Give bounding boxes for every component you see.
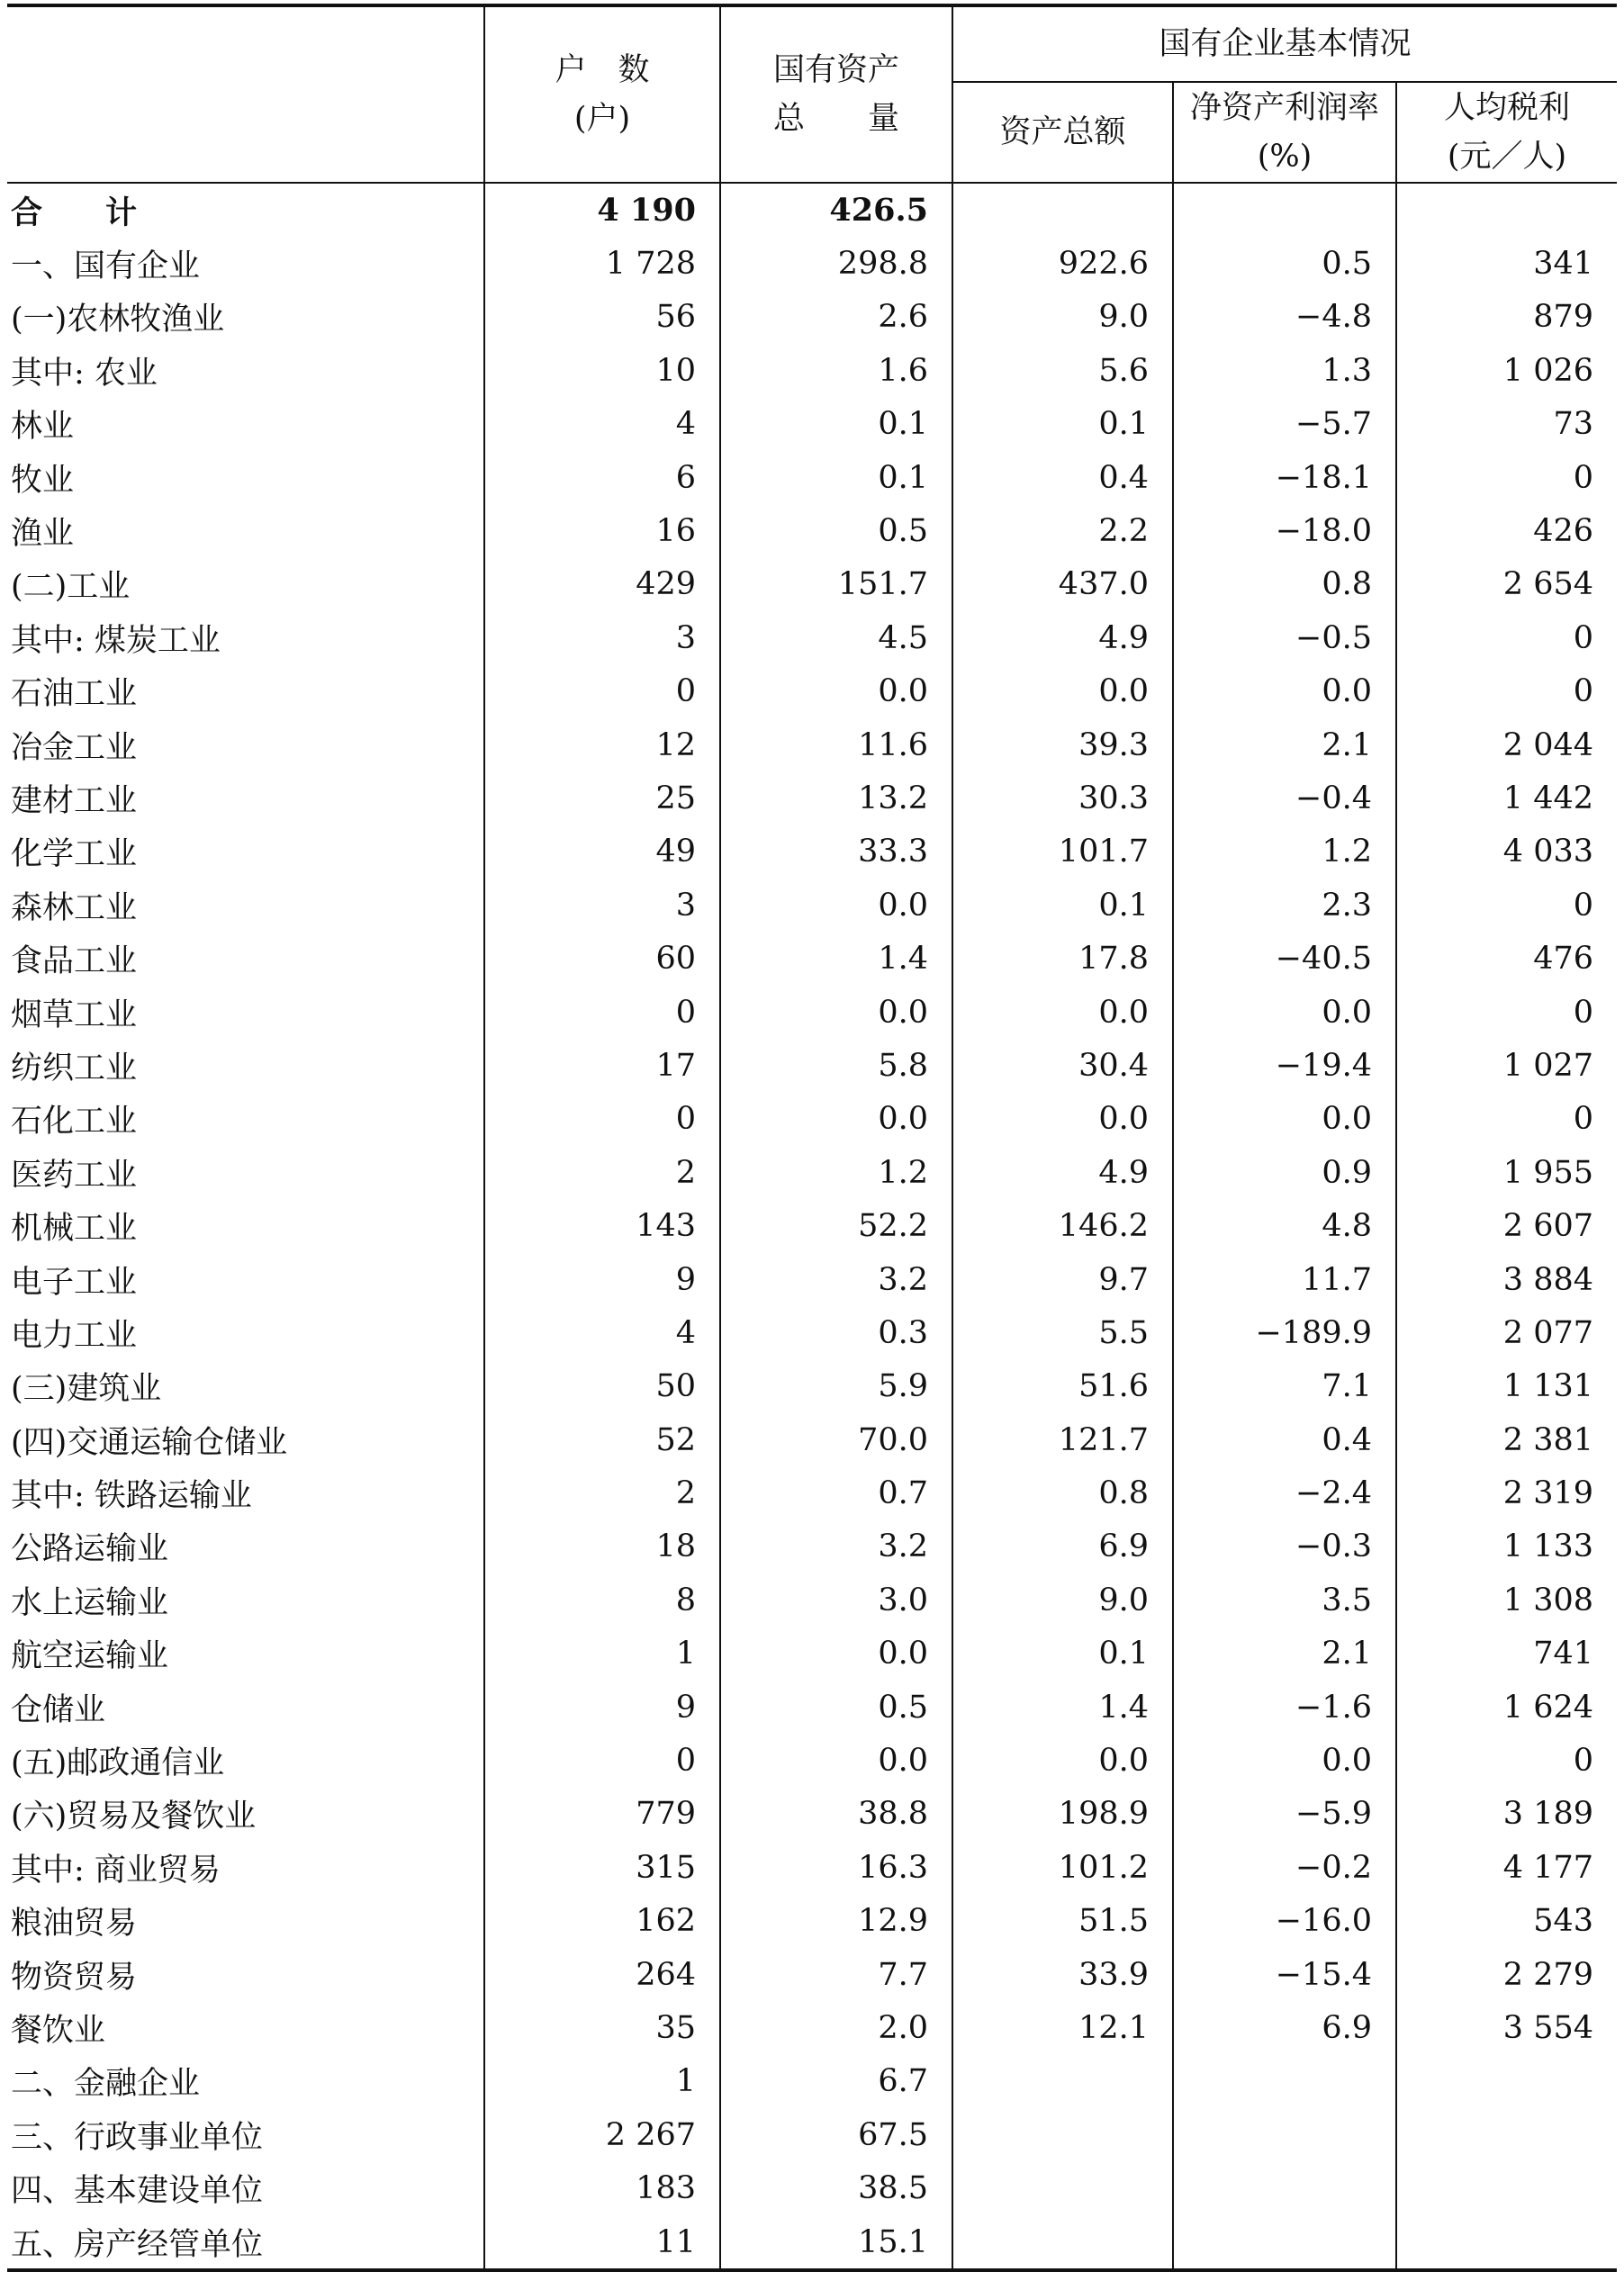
table-row (7, 2215, 1617, 2270)
state-assets-cell: 12.9 (720, 1895, 952, 1948)
table-row (7, 1681, 1617, 1734)
row-label: 四、基本建设单位 (11, 2173, 264, 2210)
header-tax-per-capita-unit: (元／人) (1447, 139, 1567, 175)
households-cell: 429 (484, 558, 720, 611)
tax-per-capita-cell: 1 624 (1396, 1681, 1617, 1734)
row-label: 林业 (11, 409, 75, 446)
row-label: 电子工业 (11, 1264, 138, 1301)
total-assets-cell: 4.9 (952, 1146, 1173, 1199)
header-row-1 (7, 5, 1617, 82)
households-cell: 18 (484, 1520, 720, 1573)
table-row (7, 183, 1617, 237)
table-row (7, 665, 1617, 718)
table-row (7, 1895, 1617, 1948)
total-assets-cell: 9.7 (952, 1253, 1173, 1306)
table-row (7, 1948, 1617, 2001)
row-label: 公路运输业 (11, 1531, 169, 1568)
row-label: 合 计 (11, 194, 138, 231)
row-label: 烟草工业 (11, 996, 138, 1033)
table-row (7, 1199, 1617, 1252)
state-assets-cell: 38.8 (720, 1788, 952, 1841)
state-assets-cell: 0.5 (720, 1681, 952, 1734)
state-assets-cell: 0.0 (720, 1627, 952, 1681)
table-row (7, 2055, 1617, 2108)
table-row (7, 558, 1617, 611)
households-cell: 3 (484, 879, 720, 932)
table-row (7, 1520, 1617, 1573)
households-cell: 9 (484, 1681, 720, 1734)
net-profit-rate-cell: 2.1 (1173, 1627, 1396, 1681)
state-assets-cell: 151.7 (720, 558, 952, 611)
households-cell: 0 (484, 1093, 720, 1146)
total-assets-cell: 9.0 (952, 1573, 1173, 1627)
tax-per-capita-cell: 1 131 (1396, 1360, 1617, 1413)
row-label: (二)工业 (11, 569, 131, 606)
households-cell: 3 (484, 611, 720, 664)
header-state-assets-label-2: 总 量 (772, 101, 899, 137)
households-cell: 315 (484, 1841, 720, 1894)
table-row (7, 1093, 1617, 1146)
households-cell: 1 (484, 1627, 720, 1681)
state-assets-cell: 33.3 (720, 825, 952, 879)
total-assets-cell: 0.1 (952, 1627, 1173, 1681)
tax-per-capita-cell: 879 (1396, 291, 1617, 344)
total-assets-cell: 6.9 (952, 1520, 1173, 1573)
households-cell: 1 728 (484, 237, 720, 290)
row-label: 机械工业 (11, 1211, 138, 1248)
row-label: 建材工业 (11, 782, 138, 819)
total-assets-cell: 5.6 (952, 344, 1173, 397)
net-profit-rate-cell: −0.2 (1173, 1841, 1396, 1894)
total-assets-cell: 922.6 (952, 237, 1173, 290)
total-assets-cell (952, 2055, 1173, 2108)
net-profit-rate-cell: 1.3 (1173, 344, 1396, 397)
tax-per-capita-cell: 341 (1396, 237, 1617, 290)
net-profit-rate-cell: −19.4 (1173, 1039, 1396, 1092)
row-label: 五、房产经管单位 (7, 2215, 484, 2270)
net-profit-rate-cell: −18.1 (1173, 451, 1396, 504)
net-profit-rate-cell: −0.3 (1173, 1520, 1396, 1573)
tax-per-capita-cell (1396, 2108, 1617, 2161)
total-assets-cell: 2.2 (952, 504, 1173, 557)
header-tax-per-capita-label: 人均税利 (1443, 90, 1570, 126)
net-profit-rate-cell: 7.1 (1173, 1360, 1396, 1413)
state-assets-cell: 1.4 (720, 932, 952, 985)
header-households-label: 户 数 (555, 52, 650, 88)
table-row (7, 1360, 1617, 1413)
net-profit-rate-cell: −5.7 (1173, 398, 1396, 451)
tax-per-capita-cell: 4 033 (1396, 825, 1617, 879)
net-profit-rate-cell: 4.8 (1173, 1199, 1396, 1252)
total-assets-cell: 0.0 (952, 986, 1173, 1039)
net-profit-rate-cell: 0.0 (1173, 986, 1396, 1039)
row-label: (五)邮政通信业 (11, 1745, 225, 1782)
net-profit-rate-cell: 2.3 (1173, 879, 1396, 932)
state-assets-cell: 0.5 (720, 504, 952, 557)
row-label: 仓储业 (11, 1691, 106, 1728)
table-row (7, 1466, 1617, 1519)
state-assets-cell: 1.6 (720, 344, 952, 397)
state-assets-table (7, 4, 1617, 2272)
table-row (7, 932, 1617, 985)
table-row (7, 1146, 1617, 1199)
net-profit-rate-cell: −4.8 (1173, 291, 1396, 344)
table-row (7, 825, 1617, 879)
tax-per-capita-cell: 0 (1396, 879, 1617, 932)
households-cell: 17 (484, 1039, 720, 1092)
total-assets-cell: 30.4 (952, 1039, 1173, 1092)
tax-per-capita-cell (1396, 2215, 1617, 2270)
header-households (484, 5, 720, 183)
total-assets-cell (952, 183, 1173, 237)
households-cell: 0 (484, 986, 720, 1039)
state-assets-cell: 298.8 (720, 237, 952, 290)
total-assets-cell: 146.2 (952, 1199, 1173, 1252)
header-state-assets (720, 5, 952, 183)
row-label: 其中: 商业贸易 (11, 1852, 221, 1889)
table-row (7, 2001, 1617, 2054)
table-row (7, 344, 1617, 397)
table-row (7, 1306, 1617, 1359)
header-net-profit-rate-unit: (%) (1257, 139, 1313, 175)
total-assets-cell: 101.7 (952, 825, 1173, 879)
tax-per-capita-cell: 0 (1396, 986, 1617, 1039)
state-assets-cell: 0.1 (720, 451, 952, 504)
state-assets-cell: 0.0 (720, 665, 952, 718)
tax-per-capita-cell: 1 955 (1396, 1146, 1617, 1199)
households-cell: 35 (484, 2001, 720, 2054)
state-assets-cell: 0.7 (720, 1466, 952, 1519)
net-profit-rate-cell: 0.0 (1173, 1734, 1396, 1787)
tax-per-capita-cell: 1 026 (1396, 344, 1617, 397)
total-assets-cell: 12.1 (952, 2001, 1173, 2054)
total-assets-cell (952, 2215, 1173, 2270)
header-tax-per-capita (1396, 82, 1617, 183)
tax-per-capita-cell: 2 607 (1396, 1199, 1617, 1252)
households-cell: 2 267 (484, 2108, 720, 2161)
net-profit-rate-cell: 0.8 (1173, 558, 1396, 611)
households-cell: 779 (484, 1788, 720, 1841)
state-assets-cell: 70.0 (720, 1413, 952, 1466)
header-group-soe: 国有企业基本情况 (952, 5, 1617, 82)
households-cell: 56 (484, 291, 720, 344)
total-assets-cell: 0.1 (952, 398, 1173, 451)
state-assets-cell: 4.5 (720, 611, 952, 664)
tax-per-capita-cell: 1 027 (1396, 1039, 1617, 1092)
table-row (7, 1734, 1617, 1787)
households-cell: 2 (484, 1466, 720, 1519)
row-label: 其中: 煤炭工业 (11, 622, 221, 659)
row-label: 航空运输业 (11, 1638, 169, 1675)
households-cell: 4 190 (484, 183, 720, 237)
row-label: (三)建筑业 (11, 1371, 162, 1408)
total-assets-cell: 121.7 (952, 1413, 1173, 1466)
tax-per-capita-cell: 426 (1396, 504, 1617, 557)
state-assets-cell: 7.7 (720, 1948, 952, 2001)
table-body (7, 183, 1617, 2270)
households-cell: 264 (484, 1948, 720, 2001)
tax-per-capita-cell (1396, 2161, 1617, 2214)
total-assets-cell: 5.5 (952, 1306, 1173, 1359)
net-profit-rate-cell: −5.9 (1173, 1788, 1396, 1841)
households-cell: 0 (484, 1734, 720, 1787)
state-assets-cell: 5.8 (720, 1039, 952, 1092)
tax-per-capita-cell: 0 (1396, 1734, 1617, 1787)
state-assets-cell: 11.6 (720, 718, 952, 771)
state-assets-cell: 0.0 (720, 986, 952, 1039)
tax-per-capita-cell: 741 (1396, 1627, 1617, 1681)
net-profit-rate-cell: −0.4 (1173, 771, 1396, 825)
table-row (7, 611, 1617, 664)
households-cell: 0 (484, 665, 720, 718)
header-state-assets-label: 国有资产 (772, 52, 899, 88)
row-label: 渔业 (11, 516, 75, 553)
tax-per-capita-cell: 0 (1396, 451, 1617, 504)
net-profit-rate-cell: 6.9 (1173, 2001, 1396, 2054)
households-cell: 4 (484, 398, 720, 451)
tax-per-capita-cell: 476 (1396, 932, 1617, 985)
tax-per-capita-cell: 2 319 (1396, 1466, 1617, 1519)
row-label: 其中: 铁路运输业 (11, 1478, 252, 1515)
net-profit-rate-cell: −40.5 (1173, 932, 1396, 985)
tax-per-capita-cell: 543 (1396, 1895, 1617, 1948)
table-row (7, 718, 1617, 771)
tax-per-capita-cell: 0 (1396, 1093, 1617, 1146)
net-profit-rate-cell (1173, 2215, 1396, 2270)
table-row (7, 451, 1617, 504)
table-row (7, 2161, 1617, 2214)
tax-per-capita-cell (1396, 2055, 1617, 2108)
total-assets-cell: 0.0 (952, 1093, 1173, 1146)
tax-per-capita-cell: 0 (1396, 611, 1617, 664)
state-assets-cell: 0.0 (720, 1093, 952, 1146)
net-profit-rate-cell: −2.4 (1173, 1466, 1396, 1519)
tax-per-capita-cell: 3 189 (1396, 1788, 1617, 1841)
state-assets-cell: 0.1 (720, 398, 952, 451)
table-row (7, 1573, 1617, 1627)
households-cell: 10 (484, 344, 720, 397)
total-assets-cell: 51.6 (952, 1360, 1173, 1413)
state-assets-cell: 67.5 (720, 2108, 952, 2161)
net-profit-rate-cell: 1.2 (1173, 825, 1396, 879)
statistics-table-sheet (7, 4, 1617, 2272)
tax-per-capita-cell: 0 (1396, 665, 1617, 718)
net-profit-rate-cell: 0.0 (1173, 1093, 1396, 1146)
net-profit-rate-cell: 11.7 (1173, 1253, 1396, 1306)
table-row (7, 1253, 1617, 1306)
net-profit-rate-cell: −189.9 (1173, 1306, 1396, 1359)
total-assets-cell: 33.9 (952, 1948, 1173, 2001)
table-row (7, 771, 1617, 825)
state-assets-cell: 5.9 (720, 1360, 952, 1413)
state-assets-cell: 13.2 (720, 771, 952, 825)
net-profit-rate-cell: −1.6 (1173, 1681, 1396, 1734)
households-cell: 11 (484, 2215, 720, 2270)
row-label: 电力工业 (11, 1317, 138, 1354)
row-label: 二、金融企业 (11, 2066, 201, 2103)
tax-per-capita-cell: 2 381 (1396, 1413, 1617, 1466)
total-assets-cell: 0.1 (952, 879, 1173, 932)
row-label: 森林工业 (11, 889, 138, 926)
net-profit-rate-cell (1173, 2161, 1396, 2214)
state-assets-cell: 2.0 (720, 2001, 952, 2054)
total-assets-cell (952, 2108, 1173, 2161)
row-label: 冶金工业 (11, 729, 138, 766)
table-row (7, 1627, 1617, 1681)
row-label: 三、行政事业单位 (11, 2119, 264, 2156)
households-cell: 49 (484, 825, 720, 879)
row-label: 食品工业 (11, 943, 138, 980)
row-label: 牧业 (11, 462, 75, 499)
tax-per-capita-cell: 1 133 (1396, 1520, 1617, 1573)
households-cell: 50 (484, 1360, 720, 1413)
net-profit-rate-cell: 0.4 (1173, 1413, 1396, 1466)
net-profit-rate-cell: 0.0 (1173, 665, 1396, 718)
state-assets-cell: 3.2 (720, 1253, 952, 1306)
table-row (7, 1788, 1617, 1841)
state-assets-cell: 426.5 (720, 183, 952, 237)
row-label: 粮油贸易 (11, 1906, 138, 1943)
households-cell: 2 (484, 1146, 720, 1199)
row-label: (六)贸易及餐饮业 (11, 1799, 257, 1835)
total-assets-cell: 0.8 (952, 1466, 1173, 1519)
households-cell: 9 (484, 1253, 720, 1306)
tax-per-capita-cell: 2 654 (1396, 558, 1617, 611)
households-cell: 16 (484, 504, 720, 557)
households-cell: 25 (484, 771, 720, 825)
tax-per-capita-cell: 1 442 (1396, 771, 1617, 825)
tax-per-capita-cell (1396, 183, 1617, 237)
net-profit-rate-cell: 3.5 (1173, 1573, 1396, 1627)
net-profit-rate-cell: −18.0 (1173, 504, 1396, 557)
net-profit-rate-cell (1173, 183, 1396, 237)
table-row (7, 398, 1617, 451)
households-cell: 52 (484, 1413, 720, 1466)
table-row (7, 504, 1617, 557)
header-net-profit-rate (1173, 82, 1396, 183)
table-row (7, 879, 1617, 932)
state-assets-cell: 3.0 (720, 1573, 952, 1627)
table-row (7, 1841, 1617, 1894)
total-assets-cell: 51.5 (952, 1895, 1173, 1948)
state-assets-cell: 52.2 (720, 1199, 952, 1252)
table-row (7, 2108, 1617, 2161)
total-assets-cell (952, 2161, 1173, 2214)
state-assets-cell: 2.6 (720, 291, 952, 344)
state-assets-cell: 1.2 (720, 1146, 952, 1199)
households-cell: 6 (484, 451, 720, 504)
state-assets-cell: 16.3 (720, 1841, 952, 1894)
net-profit-rate-cell (1173, 2055, 1396, 2108)
table-row (7, 237, 1617, 290)
total-assets-cell: 198.9 (952, 1788, 1173, 1841)
total-assets-cell: 9.0 (952, 291, 1173, 344)
total-assets-cell: 0.0 (952, 1734, 1173, 1787)
net-profit-rate-cell: −15.4 (1173, 1948, 1396, 2001)
state-assets-cell: 3.2 (720, 1520, 952, 1573)
net-profit-rate-cell: −0.5 (1173, 611, 1396, 664)
header-net-profit-rate-label: 净资产利润率 (1189, 90, 1379, 126)
state-assets-cell: 0.0 (720, 879, 952, 932)
state-assets-cell: 38.5 (720, 2161, 952, 2214)
total-assets-cell: 101.2 (952, 1841, 1173, 1894)
net-profit-rate-cell: 2.1 (1173, 718, 1396, 771)
row-label: 石化工业 (11, 1104, 138, 1141)
tax-per-capita-cell: 4 177 (1396, 1841, 1617, 1894)
table-row (7, 1413, 1617, 1466)
households-cell: 4 (484, 1306, 720, 1359)
total-assets-cell: 30.3 (952, 771, 1173, 825)
total-assets-cell: 17.8 (952, 932, 1173, 985)
row-label: 餐饮业 (11, 2012, 106, 2049)
table-row (7, 986, 1617, 1039)
tax-per-capita-cell: 73 (1396, 398, 1617, 451)
total-assets-cell: 1.4 (952, 1681, 1173, 1734)
tax-per-capita-cell: 2 044 (1396, 718, 1617, 771)
total-assets-cell: 4.9 (952, 611, 1173, 664)
total-assets-cell: 0.0 (952, 665, 1173, 718)
row-label: 物资贸易 (11, 1959, 138, 1996)
row-label: 水上运输业 (11, 1584, 169, 1621)
tax-per-capita-cell: 2 279 (1396, 1948, 1617, 2001)
state-assets-cell: 6.7 (720, 2055, 952, 2108)
households-cell: 183 (484, 2161, 720, 2214)
row-label: (一)农林牧渔业 (11, 302, 225, 338)
tax-per-capita-cell: 2 077 (1396, 1306, 1617, 1359)
row-label: 石油工业 (11, 676, 138, 713)
state-assets-cell: 0.0 (720, 1734, 952, 1787)
total-assets-cell: 0.4 (952, 451, 1173, 504)
net-profit-rate-cell: 0.5 (1173, 237, 1396, 290)
header-category (7, 5, 484, 183)
header-households-unit: (户) (573, 101, 631, 137)
total-assets-cell: 39.3 (952, 718, 1173, 771)
households-cell: 1 (484, 2055, 720, 2108)
households-cell: 8 (484, 1573, 720, 1627)
net-profit-rate-cell: 0.9 (1173, 1146, 1396, 1199)
net-profit-rate-cell (1173, 2108, 1396, 2161)
table-row (7, 291, 1617, 344)
tax-per-capita-cell: 3 884 (1396, 1253, 1617, 1306)
header-total-assets: 资产总额 (952, 82, 1173, 183)
households-cell: 12 (484, 718, 720, 771)
tax-per-capita-cell: 1 308 (1396, 1573, 1617, 1627)
households-cell: 60 (484, 932, 720, 985)
state-assets-cell: 0.3 (720, 1306, 952, 1359)
row-label: (四)交通运输仓储业 (11, 1424, 288, 1461)
state-assets-cell: 15.1 (720, 2215, 952, 2270)
row-label: 化学工业 (11, 836, 138, 873)
net-profit-rate-cell: −16.0 (1173, 1895, 1396, 1948)
row-label: 一、国有企业 (11, 248, 201, 285)
households-cell: 143 (484, 1199, 720, 1252)
households-cell: 162 (484, 1895, 720, 1948)
total-assets-cell: 437.0 (952, 558, 1173, 611)
row-label: 其中: 农业 (11, 355, 158, 392)
tax-per-capita-cell: 3 554 (1396, 2001, 1617, 2054)
row-label: 医药工业 (11, 1157, 138, 1194)
row-label: 纺织工业 (11, 1050, 138, 1086)
table-row (7, 1039, 1617, 1092)
